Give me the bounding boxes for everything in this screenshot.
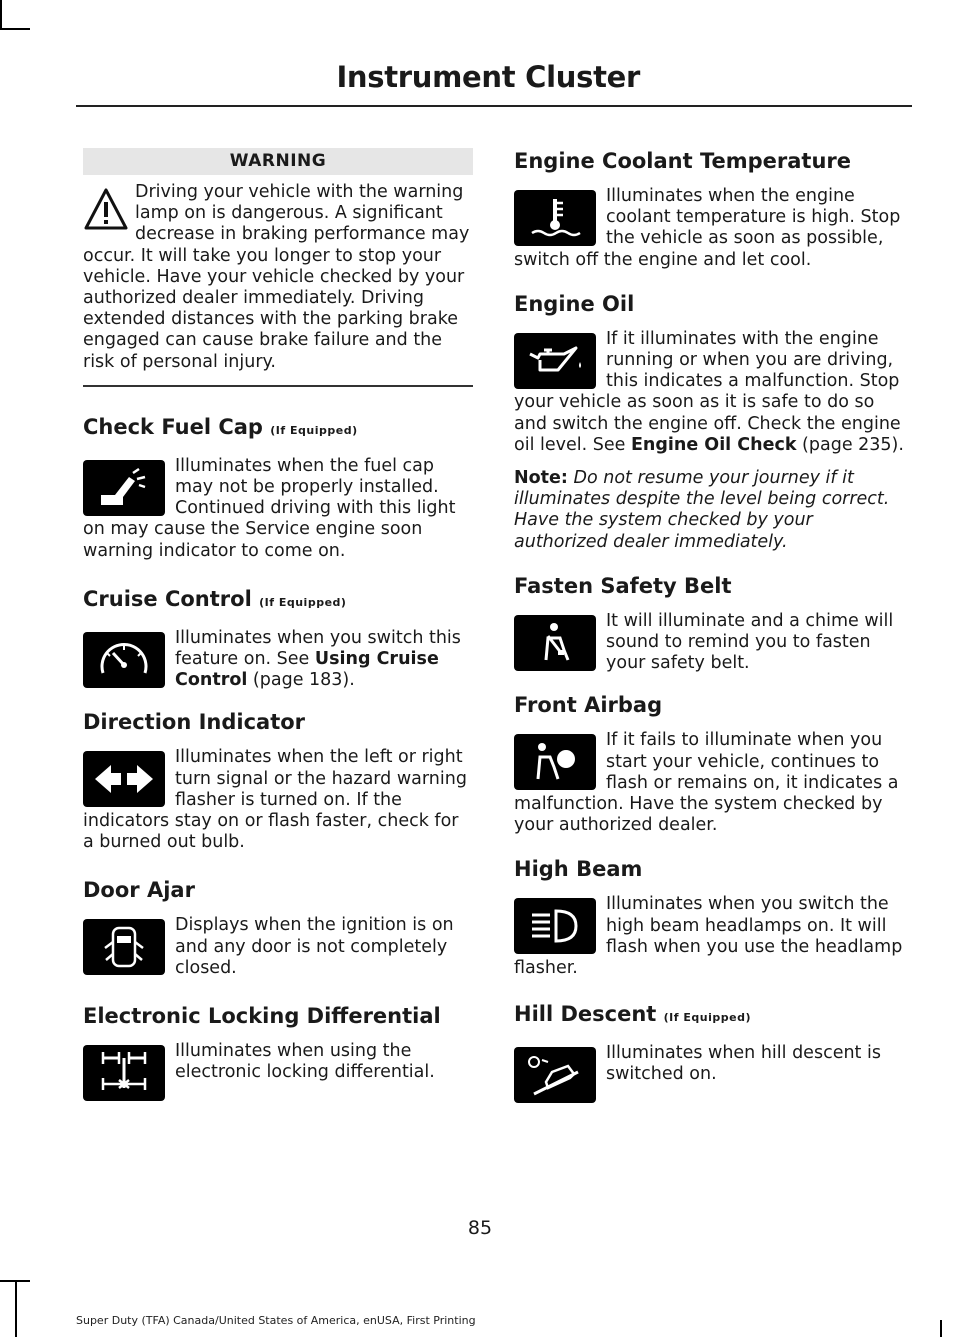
section-hill bbox=[514, 1001, 906, 1105]
section-title: Direction Indicator bbox=[83, 710, 306, 735]
section-title: Front Airbag bbox=[514, 693, 663, 718]
seat-belt-icon bbox=[514, 615, 596, 671]
section-airbag bbox=[514, 692, 906, 836]
airbag-text: If it fails to illuminate when you start your vehicle, continues to flash or remains on, it indicates a malfunction. Have the system checked by your authorized dealer. bbox=[514, 730, 899, 836]
cruise-text: Illuminates when you switch this feature on. See bbox=[175, 627, 461, 670]
oil-note bbox=[514, 468, 906, 553]
section-title: High Beam bbox=[514, 857, 643, 882]
section-belt bbox=[514, 573, 906, 675]
if-equipped-label: (If Equipped) bbox=[259, 595, 347, 609]
airbag-icon bbox=[514, 734, 596, 790]
crop-mark bbox=[0, 0, 2, 30]
speedometer-icon bbox=[83, 632, 165, 688]
section-cruise bbox=[83, 586, 473, 692]
section-highbeam bbox=[514, 856, 906, 979]
section-coolant bbox=[514, 148, 906, 271]
warning-heading: WARNING bbox=[83, 148, 473, 175]
page-number: 85 bbox=[467, 1217, 493, 1239]
warning-body bbox=[83, 182, 473, 387]
oil-text: If it illuminates with the engine running or when you are driving, this indicates a malfunction. Stop your vehicle as soon as it is safe to do so and switch the engine off. Check the engine oil level. See bbox=[514, 328, 901, 455]
oil-page: (page 235). bbox=[802, 434, 904, 455]
warning-triangle-icon bbox=[83, 184, 129, 236]
high-beam-icon bbox=[514, 898, 596, 954]
section-door bbox=[83, 877, 473, 979]
section-direction bbox=[83, 709, 473, 853]
warning-box bbox=[83, 148, 473, 387]
if-equipped-label: (If Equipped) bbox=[270, 423, 358, 437]
section-oil bbox=[514, 291, 906, 553]
section-title: Electronic Locking Differential bbox=[83, 1004, 441, 1029]
coolant-temperature-icon bbox=[514, 190, 596, 246]
oil-reference-link[interactable]: Engine Oil Check bbox=[630, 434, 797, 455]
hill-descent-icon bbox=[514, 1047, 596, 1103]
hill-text: Illuminates when hill descent is switched on. bbox=[606, 1043, 881, 1085]
belt-text: It will illuminate and a chime will sound to remind you to fasten your safety belt. bbox=[606, 610, 894, 674]
locking-differential-icon bbox=[83, 1045, 165, 1101]
if-equipped-label: (If Equipped) bbox=[663, 1011, 751, 1025]
direction-text: Illuminates when the left or right turn signal or the hazard warning flasher is turned on. If the indicators stay on or flash faster, check for a burned out bulb. bbox=[83, 747, 467, 853]
warning-text: Driving your vehicle with the warning lamp on is dangerous. A significant decrease in braking performance may occur. It will take you longer to stop your vehicle. Have your vehicle checked by your authorized dealer immediately. Driving extended distances with the parking brake engaged can cause brake failure and the risk of personal injury. bbox=[83, 182, 470, 372]
left-column bbox=[83, 148, 473, 1103]
door-text: Displays when the ignition is on and any door is not completely closed. bbox=[175, 915, 454, 978]
section-title: Engine Oil bbox=[514, 291, 635, 316]
turn-signal-icon bbox=[83, 751, 165, 807]
right-column bbox=[514, 148, 906, 1105]
section-title: Door Ajar bbox=[83, 878, 195, 903]
eld-text: Illuminates when using the electronic locking differential. bbox=[175, 1041, 435, 1083]
crop-mark bbox=[15, 1280, 17, 1337]
crop-mark bbox=[0, 28, 30, 30]
section-title: Hill Descent (If Equipped) bbox=[514, 1002, 751, 1027]
section-title: Engine Coolant Temperature bbox=[514, 149, 852, 173]
coolant-text: Illuminates when the engine coolant temperature is high. Stop the vehicle as soon as possible, switch off the engine and let cool. bbox=[514, 186, 901, 270]
section-fuel-cap bbox=[83, 414, 473, 562]
fuel-cap-icon bbox=[83, 460, 165, 516]
header-rule bbox=[76, 105, 912, 107]
crop-mark bbox=[940, 1320, 942, 1337]
section-title: Fasten Safety Belt bbox=[514, 573, 732, 598]
section-title: Check Fuel Cap (If Equipped) bbox=[83, 414, 358, 439]
note-text: Do not resume your journey if it illuminates despite the level being correct. Have the system checked by your authorized dealer immediately. bbox=[514, 468, 890, 552]
page-title: Instrument Cluster bbox=[336, 60, 640, 94]
note-label: Note: bbox=[514, 468, 568, 489]
section-eld bbox=[83, 1003, 473, 1103]
fuel-cap-text: Illuminates when the fuel cap may not be properly installed. Continued driving with this light on may cause the Service engine soon warning indicator to come on. bbox=[83, 455, 456, 561]
cruise-reference-link[interactable]: Using Cruise Control bbox=[175, 649, 439, 691]
section-title: Cruise Control (If Equipped) bbox=[83, 586, 347, 611]
footer-text: Super Duty (TFA) Canada/United States of America, enUSA, First Printing bbox=[76, 1314, 476, 1327]
highbeam-text: Illuminates when you switch the high beam headlamps on. It will flash when you use the headlamp flasher. bbox=[514, 894, 903, 979]
oil-can-icon bbox=[514, 333, 596, 389]
door-ajar-icon bbox=[83, 919, 165, 975]
cruise-page: (page 183). bbox=[252, 670, 355, 691]
